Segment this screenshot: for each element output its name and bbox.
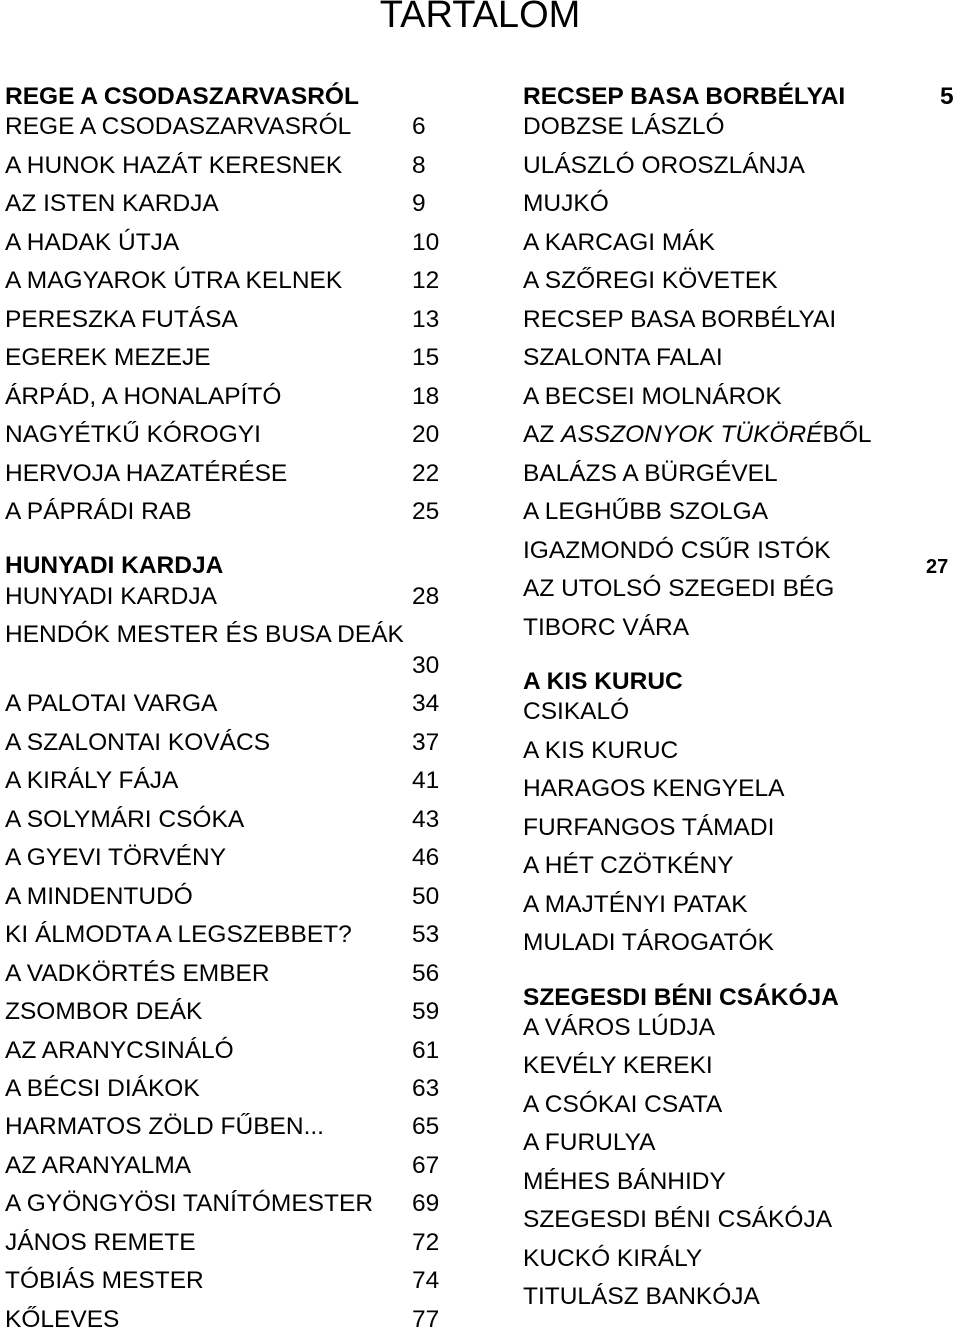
toc-entry-title: A VÁROS LÚDJA bbox=[523, 1014, 715, 1041]
section-heading-title: SZEGESDI BÉNI CSÁKÓJA bbox=[523, 984, 839, 1011]
toc-entry-title: NAGYÉTKŰ KÓROGYI bbox=[5, 421, 261, 448]
toc-entry-title: A LEGHŰBB SZOLGA bbox=[523, 498, 769, 525]
toc-entry-page: 65 bbox=[412, 1113, 440, 1140]
toc-entry-page: 67 bbox=[412, 1152, 440, 1179]
toc-entry-title: A HÉT CZÖTKÉNY bbox=[523, 852, 734, 879]
toc-entry-title: MULADI TÁROGATÓK bbox=[523, 929, 774, 956]
toc-entry-title: A MAJTÉNYI PATAK bbox=[523, 891, 748, 918]
toc-entry-page: 15 bbox=[412, 344, 440, 371]
toc-entry-title: KEVÉLY KEREKI bbox=[523, 1052, 713, 1079]
title-part: AZ bbox=[523, 421, 562, 448]
toc-entry-title: A KIS KURUC bbox=[523, 737, 679, 764]
toc-entry-title: A MINDENTUDÓ bbox=[5, 883, 193, 910]
toc-entry-page: 28 bbox=[412, 583, 440, 610]
toc-entry-title: A CSÓKAI CSATA bbox=[523, 1091, 723, 1118]
toc-entry-title: PERESZKA FUTÁSA bbox=[5, 306, 238, 333]
toc-entry-page: 30 bbox=[412, 652, 440, 679]
toc-entry-title: SZEGESDI BÉNI CSÁKÓJA bbox=[523, 1206, 833, 1233]
toc-entry-title: A VADKÖRTÉS EMBER bbox=[5, 960, 270, 987]
toc-entry-title: KUCKÓ KIRÁLY bbox=[523, 1245, 703, 1272]
toc-entry-title: A PÁPRÁDI RAB bbox=[5, 498, 192, 525]
toc-entry-title: HENDÓK MESTER ÉS BUSA DEÁK bbox=[5, 621, 404, 648]
toc-entry-title: A KARCAGI MÁK bbox=[523, 229, 715, 256]
toc-entry-page: 56 bbox=[412, 960, 440, 987]
toc-entry-page: 34 bbox=[412, 690, 440, 717]
toc-entry-page: 22 bbox=[412, 460, 440, 487]
toc-entry-page: 25 bbox=[412, 498, 440, 525]
toc-entry-title: RECSEP BASA BORBÉLYAI bbox=[523, 306, 837, 333]
toc-entry-page: 69 bbox=[412, 1190, 440, 1217]
toc-entry-title: A GYEVI TÖRVÉNY bbox=[5, 844, 227, 871]
toc-entry-page: 13 bbox=[412, 306, 440, 333]
toc-entry-title: TIBORC VÁRA bbox=[523, 614, 690, 641]
toc-entry-title: ULÁSZLÓ OROSZLÁNJA bbox=[523, 152, 805, 179]
toc-entry-title: A GYÖNGYÖSI TANÍTÓMESTER bbox=[5, 1190, 374, 1217]
toc-entry-title: REGE A CSODASZARVASRÓL bbox=[5, 113, 352, 140]
page-title: TARTALOM bbox=[379, 0, 581, 36]
toc-entry-page: 74 bbox=[412, 1267, 440, 1294]
title-italic-part: ASSZONYOK TÜKÖRÉ bbox=[561, 421, 823, 448]
toc-entry-title: DOBZSE LÁSZLÓ bbox=[523, 113, 725, 140]
section-heading-title: A KIS KURUC bbox=[523, 668, 683, 695]
toc-entry-title: A SZŐREGI KÖVETEK bbox=[523, 267, 778, 294]
toc-entry-title: A HUNOK HAZÁT KERESNEK bbox=[5, 152, 343, 179]
toc-entry-page: 63 bbox=[412, 1075, 440, 1102]
toc-entry-title: AZ ISTEN KARDJA bbox=[5, 190, 219, 217]
toc-entry-title: KI ÁLMODTA A LEGSZEBBET? bbox=[5, 921, 352, 948]
section-heading-title: REGE A CSODASZARVASRÓL bbox=[5, 83, 359, 110]
toc-entry-title bbox=[523, 420, 872, 450]
toc-entry-page: 8 bbox=[412, 152, 426, 179]
toc-entry-title: A SOLYMÁRI CSÓKA bbox=[5, 806, 245, 833]
toc-entry-page: 6 bbox=[412, 113, 426, 140]
toc-entry-page: 18 bbox=[412, 383, 440, 410]
toc-entry-title: HARAGOS KENGYELA bbox=[523, 775, 785, 802]
toc-entry-page: 41 bbox=[412, 767, 440, 794]
toc-entry-page: 43 bbox=[412, 806, 440, 833]
toc-entry-title: MUJKÓ bbox=[523, 190, 609, 217]
toc-entry-page: 20 bbox=[412, 421, 440, 448]
toc-entry-title: HARMATOS ZÖLD FŰBEN... bbox=[5, 1113, 324, 1140]
toc-entry-title: MÉHES BÁNHIDY bbox=[523, 1168, 726, 1195]
toc-entry-title: BALÁZS A BÜRGÉVEL bbox=[523, 460, 778, 487]
toc-entry-title: A BÉCSI DIÁKOK bbox=[5, 1075, 200, 1102]
toc-entry-page: 59 bbox=[412, 998, 440, 1025]
toc-entry-title: A HADAK ÚTJA bbox=[5, 229, 180, 256]
title-part: BŐL bbox=[822, 421, 872, 448]
toc-entry-title: HUNYADI KARDJA bbox=[5, 583, 217, 610]
toc-entry-title: EGEREK MEZEJE bbox=[5, 344, 211, 371]
toc-entry-title: ÁRPÁD, A HONALAPÍTÓ bbox=[5, 383, 282, 410]
toc-entry-title: A SZALONTAI KOVÁCS bbox=[5, 729, 271, 756]
toc-entry-page: 37 bbox=[412, 729, 440, 756]
toc-entry-page: 72 bbox=[412, 1229, 440, 1256]
toc-entry-page: 9 bbox=[412, 190, 426, 217]
toc-entry-page: 12 bbox=[412, 267, 440, 294]
section-heading-title: RECSEP BASA BORBÉLYAI bbox=[523, 83, 846, 110]
toc-entry-title: ZSOMBOR DEÁK bbox=[5, 998, 203, 1025]
toc-entry-page: 46 bbox=[412, 844, 440, 871]
toc-entry-title: IGAZMONDÓ CSŰR ISTÓK bbox=[523, 537, 831, 564]
toc-entry-title: TITULÁSZ BANKÓJA bbox=[523, 1283, 760, 1310]
toc-entry-title: JÁNOS REMETE bbox=[5, 1229, 196, 1256]
toc-entry-title: TÓBIÁS MESTER bbox=[5, 1267, 204, 1294]
toc-entry-page: 50 bbox=[412, 883, 440, 910]
toc-entry-title: AZ ARANYCSINÁLÓ bbox=[5, 1037, 234, 1064]
toc-entry-title: A PALOTAI VARGA bbox=[5, 690, 218, 717]
toc-entry-title: A KIRÁLY FÁJA bbox=[5, 767, 179, 794]
toc-entry-title: A MAGYAROK ÚTRA KELNEK bbox=[5, 267, 343, 294]
toc-entry-title: AZ UTOLSÓ SZEGEDI BÉG bbox=[523, 575, 835, 602]
stray-page-number: 27 bbox=[926, 556, 949, 578]
toc-entry-page: 77 bbox=[412, 1306, 440, 1333]
toc-entry-page: 10 bbox=[412, 229, 440, 256]
toc-entry-title: AZ ARANYALMA bbox=[5, 1152, 192, 1179]
toc-entry-title: SZALONTA FALAI bbox=[523, 344, 723, 371]
toc-entry-page: 53 bbox=[412, 921, 440, 948]
toc-entry-title: HERVOJA HAZATÉRÉSE bbox=[5, 460, 288, 487]
toc-entry-title: FURFANGOS TÁMADI bbox=[523, 814, 775, 841]
toc-entry-title: CSIKALÓ bbox=[523, 698, 630, 725]
section-heading-title: HUNYADI KARDJA bbox=[5, 552, 224, 579]
toc-entry-title: A FURULYA bbox=[523, 1129, 656, 1156]
toc-entry-title: A BECSEI MOLNÁROK bbox=[523, 383, 782, 410]
toc-entry-title: KŐLEVES bbox=[5, 1306, 120, 1333]
toc-entry-page: 61 bbox=[412, 1037, 440, 1064]
